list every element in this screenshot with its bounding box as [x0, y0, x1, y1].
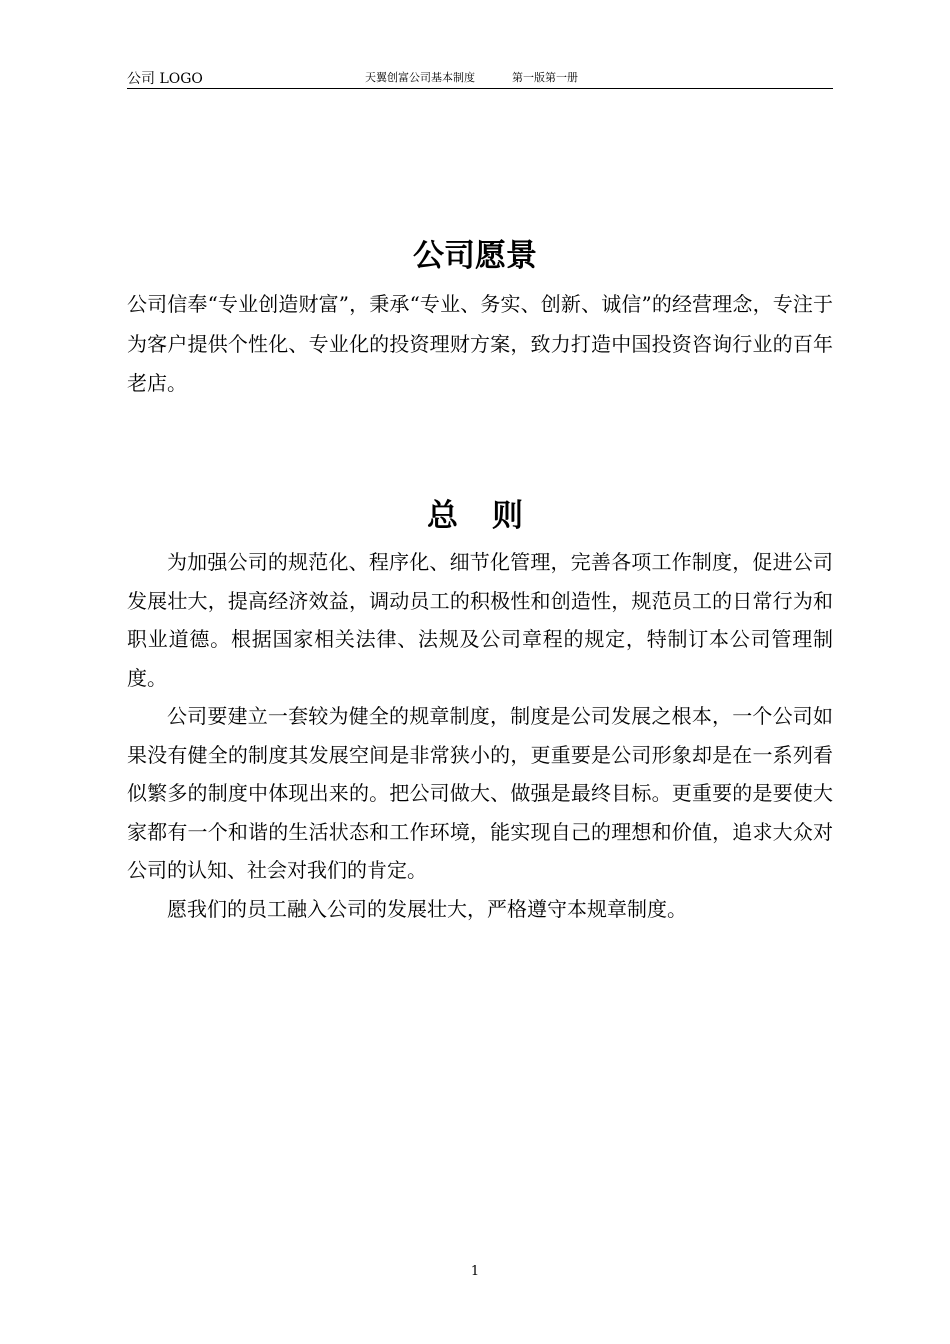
page-number: 1 [470, 1264, 480, 1279]
general-paragraph-3: 愿我们的员工融入公司的发展壮大，严格遵守本规章制度。 [167, 896, 687, 921]
company-logo-text: 公司 LOGO [127, 71, 203, 87]
page-header [127, 68, 833, 89]
header-edition: 第一版第一册 [512, 71, 578, 84]
general-paragraph-2: 公司要建立一套较为健全的规章制度，制度是公司发展之根本，一个公司如果没有健全的制度其发展空间是非常狭小的，更重要是公司形象却是在一系列看似繁多的制度中体现出来的。把公司做大、做强是最终目标。更重要的是要使大家都有一个和谐的生活状态和工作环境，能实现自己的理想和价值，追求大众对公司的认知、社会对我们的肯定。 [127, 704, 833, 882]
general-heading: 总则 [427, 498, 557, 534]
header-document-title: 天翼创富公司基本制度 [365, 71, 475, 84]
general-paragraph-1: 为加强公司的规范化、程序化、细节化管理，完善各项工作制度，促进公司发展壮大，提高经济效益，调动员工的积极性和创造性，规范员工的日常行为和职业道德。根据国家相关法律、法规及公司章程的规定，特制订本公司管理制度。 [127, 550, 833, 690]
vision-paragraph: 公司信奉“专业创造财富”，秉承“专业、务实、创新、诚信”的经营理念，专注于为客户提供个性化、专业化的投资理财方案，致力打造中国投资咨询行业的百年老店。 [127, 292, 833, 395]
vision-heading: 公司愿景 [413, 238, 537, 274]
general-section-body [127, 543, 833, 928]
